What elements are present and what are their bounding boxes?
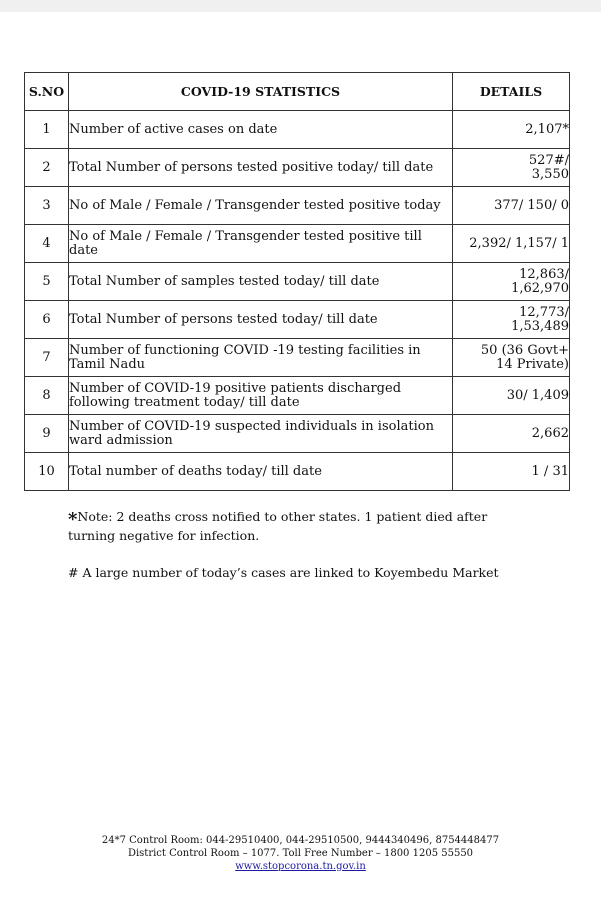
row-sno: 4 xyxy=(25,225,69,263)
row-statistic: Total Number of samples tested today/ till date xyxy=(69,263,453,301)
document-page xyxy=(0,12,601,900)
district-control-line: District Control Room – 1077. Toll Free Number – 1800 1205 55550 xyxy=(127,848,474,859)
row-details: 30/ 1,409 xyxy=(453,377,570,415)
row-sno: 9 xyxy=(25,415,69,453)
table-row xyxy=(25,187,570,225)
table-row xyxy=(25,377,570,415)
footnote-star-text: Note: 2 deaths cross notified to other states. 1 patient died after turning negative for infection. xyxy=(68,509,488,543)
row-statistic: Total Number of persons tested positive today/ till date xyxy=(69,149,453,187)
row-statistic: Number of functioning COVID -19 testing facilities in Tamil Nadu xyxy=(69,339,453,377)
row-statistic: Total Number of persons tested today/ till date xyxy=(69,301,453,339)
table-row xyxy=(25,263,570,301)
row-details: 527#/ 3,550 xyxy=(453,149,570,187)
row-sno: 1 xyxy=(25,111,69,149)
table-row xyxy=(25,339,570,377)
footer xyxy=(0,834,601,873)
footnote-hash: # A large number of today’s cases are linked to Koyembedu Market xyxy=(68,565,499,580)
row-sno: 2 xyxy=(25,149,69,187)
row-statistic: Number of active cases on date xyxy=(69,111,453,149)
row-details: 2,392/ 1,157/ 1 xyxy=(453,225,570,263)
table-row xyxy=(25,301,570,339)
row-statistic: No of Male / Female / Transgender tested positive till date xyxy=(69,225,453,263)
website-link[interactable]: www.stopcorona.tn.gov.in xyxy=(235,861,366,872)
row-sno: 6 xyxy=(25,301,69,339)
row-details: 1 / 31 xyxy=(453,453,570,491)
row-details: 2,662 xyxy=(453,415,570,453)
header-details: DETAILS xyxy=(453,73,570,111)
row-sno: 5 xyxy=(25,263,69,301)
table-row xyxy=(25,149,570,187)
row-details: 50 (36 Govt+ 14 Private) xyxy=(453,339,570,377)
row-sno: 10 xyxy=(25,453,69,491)
row-statistic: Total number of deaths today/ till date xyxy=(69,453,453,491)
row-details: 377/ 150/ 0 xyxy=(453,187,570,225)
table-row xyxy=(25,453,570,491)
table-row xyxy=(25,415,570,453)
row-sno: 8 xyxy=(25,377,69,415)
row-statistic: Number of COVID-19 suspected individuals in isolation ward admission xyxy=(69,415,453,453)
row-sno: 3 xyxy=(25,187,69,225)
asterisk-mark: * xyxy=(68,509,78,530)
row-details: 12,863/ 1,62,970 xyxy=(453,263,570,301)
footnote-star xyxy=(68,509,508,544)
row-sno: 7 xyxy=(25,339,69,377)
table-header-row xyxy=(25,73,570,111)
header-sno: S.NO xyxy=(25,73,69,111)
table-row xyxy=(25,111,570,149)
control-room-line: 24*7 Control Room: 044-29510400, 044-29510500, 9444340496, 8754448477 xyxy=(101,835,500,846)
covid-statistics-table xyxy=(24,72,570,491)
row-statistic: Number of COVID-19 positive patients discharged following treatment today/ till date xyxy=(69,377,453,415)
header-statistics: COVID-19 STATISTICS xyxy=(69,73,453,111)
row-details: 2,107* xyxy=(453,111,570,149)
row-statistic: No of Male / Female / Transgender tested positive today xyxy=(69,187,453,225)
row-details: 12,773/ 1,53,489 xyxy=(453,301,570,339)
table-row xyxy=(25,225,570,263)
